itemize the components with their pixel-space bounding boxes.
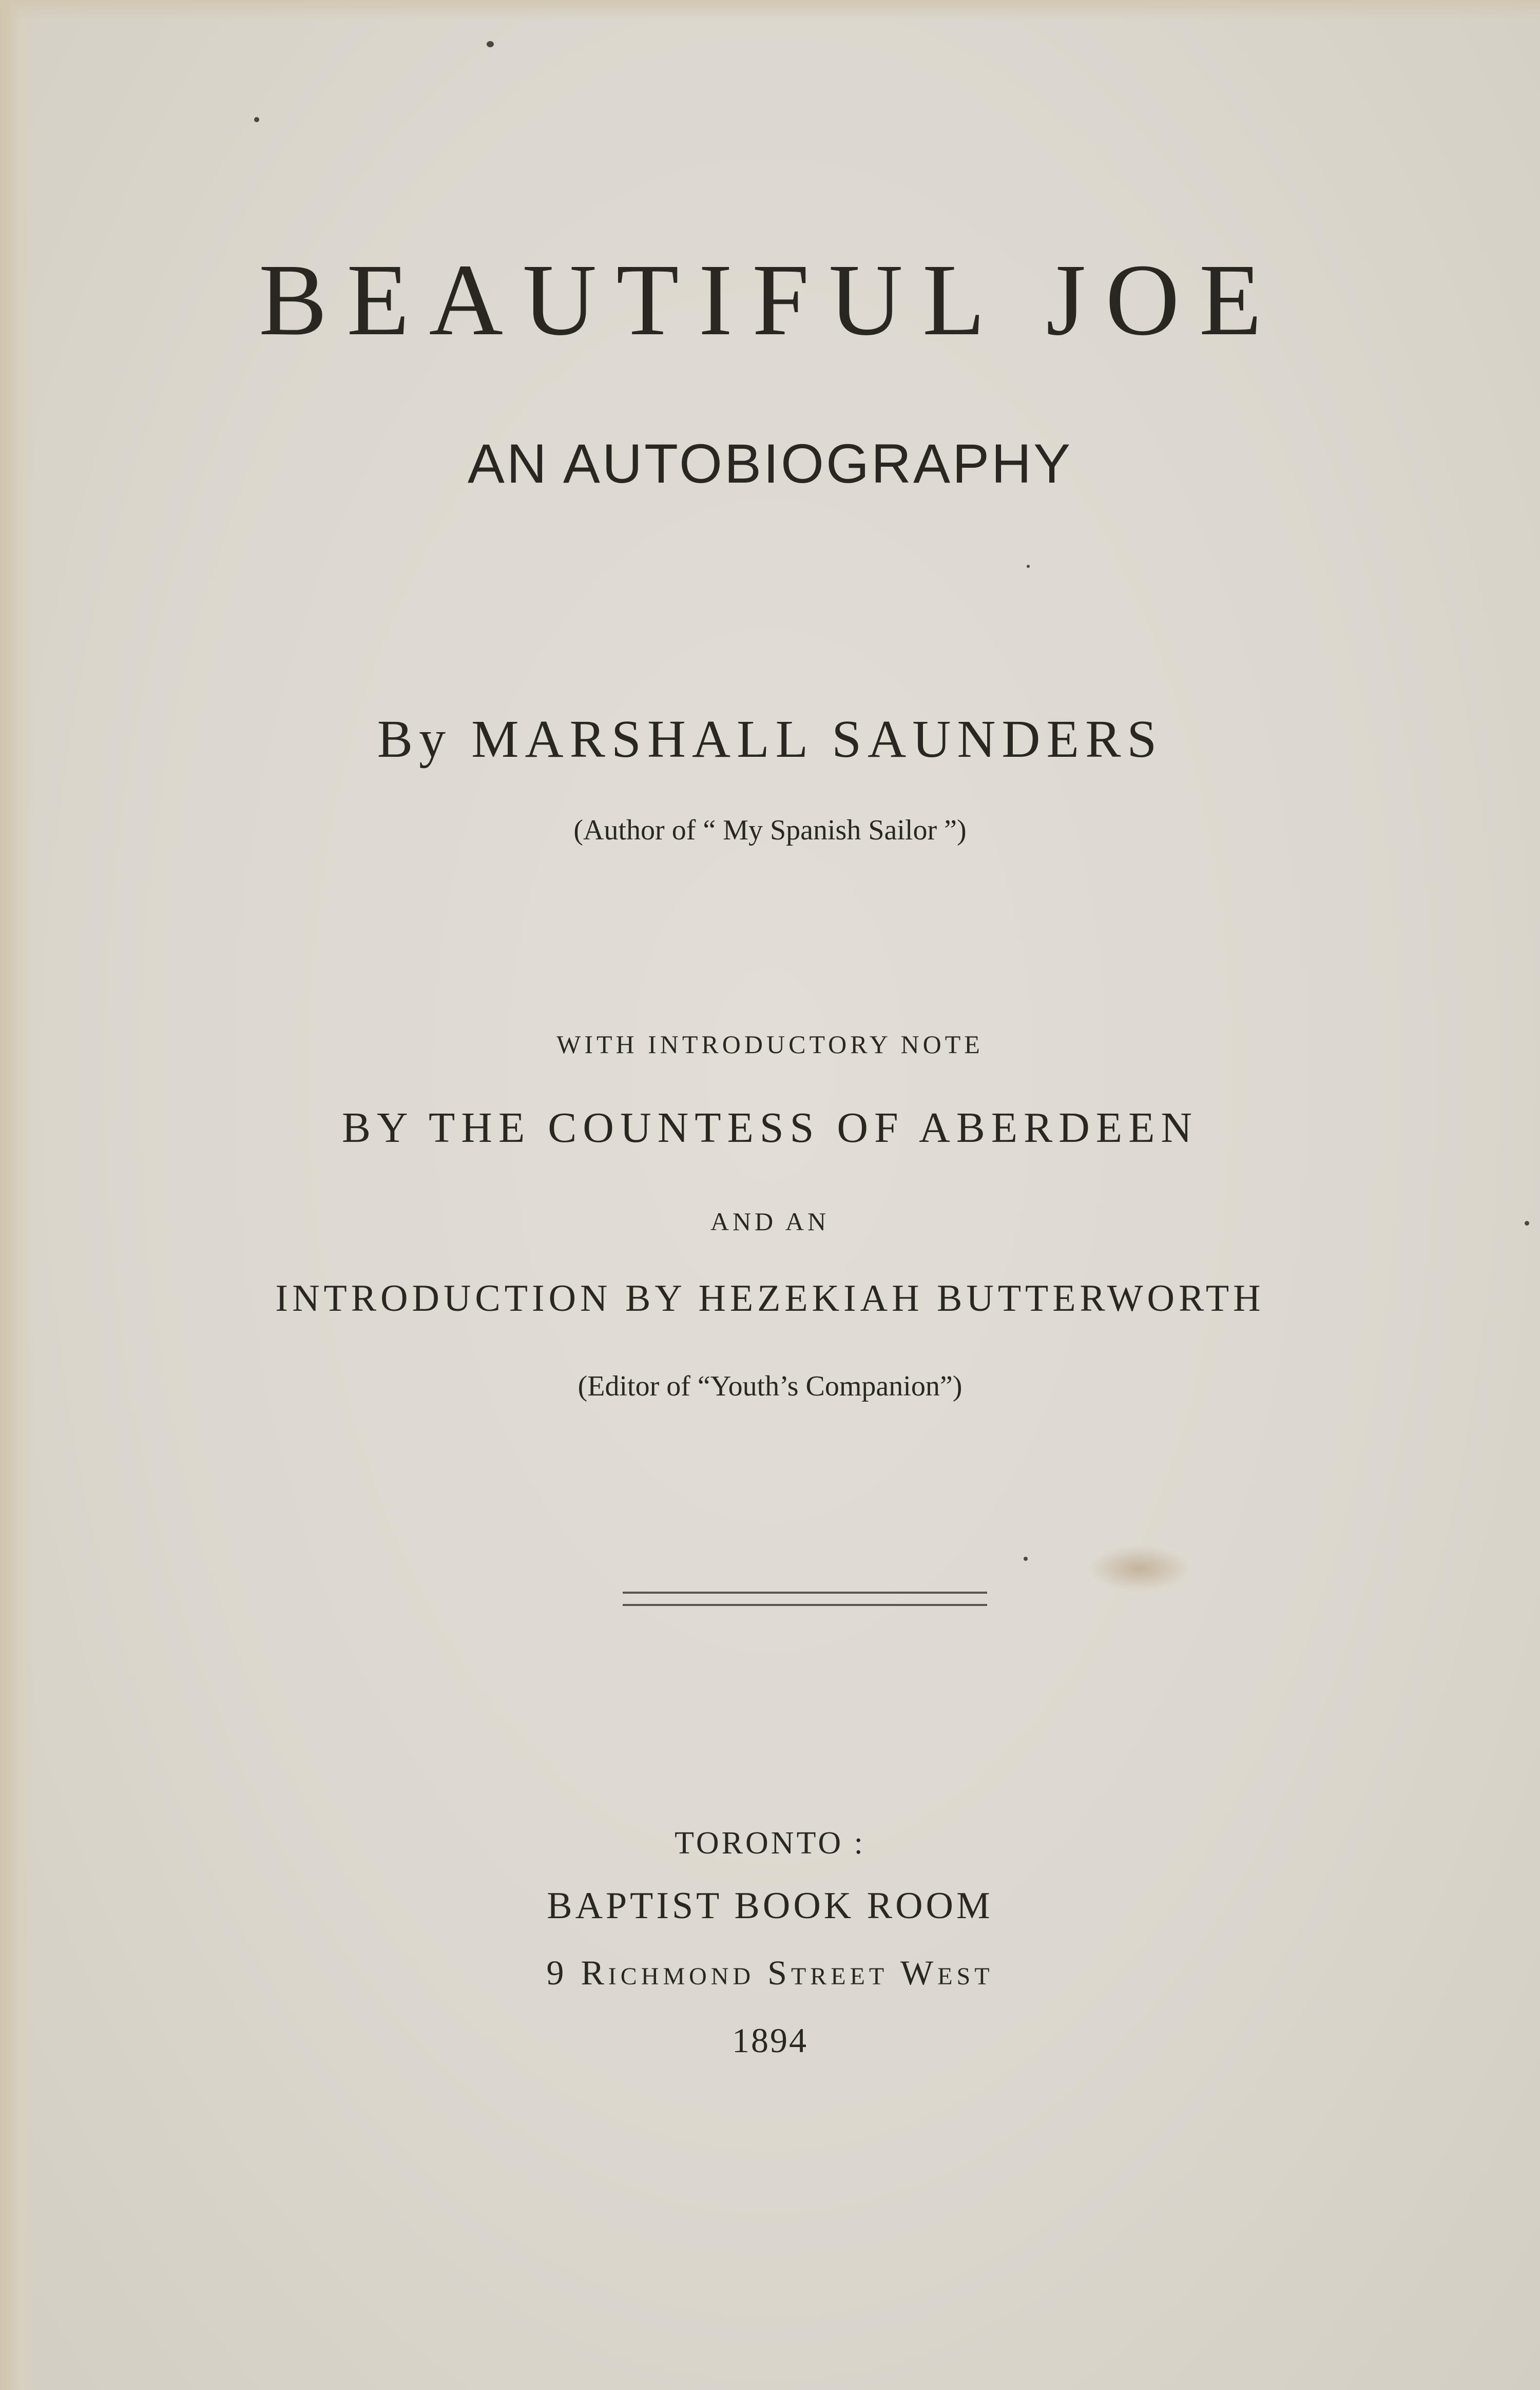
book-subtitle: AN AUTOBIOGRAPHY [467,432,1073,494]
introduction-author: INTRODUCTION BY HEZEKIAH BUTTERWORTH [275,1277,1265,1320]
double-rule-bottom [623,1604,987,1606]
paper-speck [487,41,494,47]
imprint-year: 1894 [732,2021,808,2060]
and-an-label: AND AN [710,1207,830,1236]
paper-speck [1027,565,1030,568]
author-line: By MARSHALL SAUNDERS [377,710,1163,769]
double-rule-top [623,1592,987,1594]
imprint-publisher: BAPTIST BOOK ROOM [547,1885,993,1927]
introduction-author-role: (Editor of “Youth’s Companion”) [578,1370,962,1402]
book-title: BEAUTIFUL JOE [258,243,1282,357]
introductory-note-author: BY THE COUNTESS OF ABERDEEN [341,1104,1199,1152]
paper-speck [1024,1557,1028,1561]
imprint-address: 9 Richmond Street West [546,1953,994,1992]
paper-stain [1088,1545,1191,1592]
author-previous-work: (Author of “ My Spanish Sailor ”) [573,814,967,846]
paper-speck [254,117,259,122]
introductory-note-label: WITH INTRODUCTORY NOTE [556,1030,984,1059]
page-top-edge [0,0,1540,21]
imprint-city: TORONTO : [675,1826,865,1861]
